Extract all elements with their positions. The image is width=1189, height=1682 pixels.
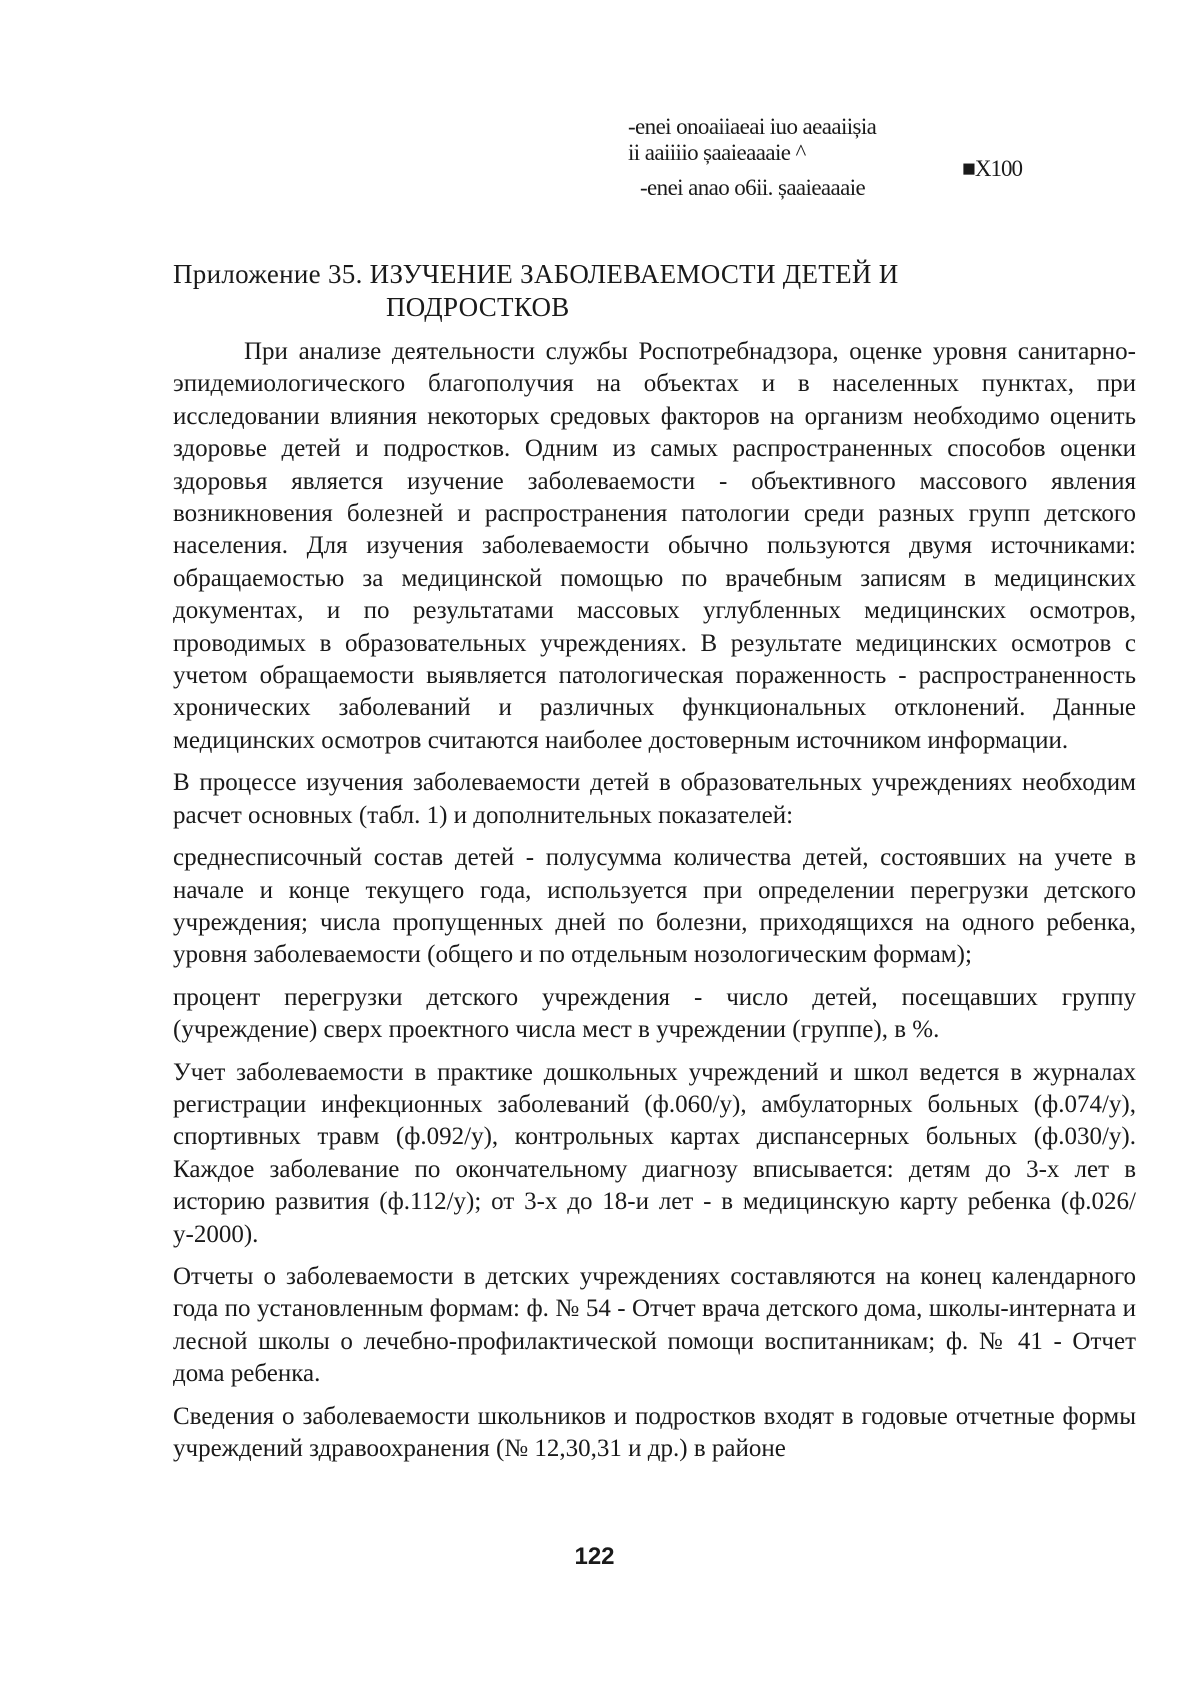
formula-block [0, 0, 1189, 210]
paragraph-overload-percent: процент перегрузки детского учреждения - число детей, посещавших группу (учреждение) сверх проектного числа мест в учреждении (группе), в %. [173, 983, 1136, 1044]
body-text [173, 336, 1136, 1475]
page-number: 122 [574, 1543, 615, 1570]
paragraph-intro: При анализе деятельности службы Роспотребнадзора, оценке уровня санитарно-эпидемиологического благополучия на объектах и в населенных пунктах, при исследовании влияния некоторых средовых факторов на организм необходимо оценить здоровье детей и подростков. Одним из самых распространенных способов оценки здоровья является изучение заболеваемости - объективного массового явления возникновения болезней и распространения патологии среди разных групп детского населения. Для изучения заболеваемости обычно пользуются двумя источниками: обращаемостью за медицинской помощью по врачебным записям в медицинских документах, и по результатами массовых углубленных медицинских осмотров, проводимых в образовательных учреждениях. В результате медицинских осмотров с учетом обращаемости выявляется патологическая пораженность - распространенность хронических заболеваний и различных функциональных отклонений. Данные медицинских осмотров считаются наиболее достоверным источником информации. [173, 338, 1136, 754]
paragraph-average-composition: среднесписочный состав детей - полусумма количества детей, состоявших на учете в начале и конце текущего года, используется при определении перегрузки детского учреждения; числа пропущенных дней по болезни, приходящихся на одного ребенка, уровня заболеваемости (общего и по отдельным нозологическим формам); [173, 844, 1136, 969]
paragraph-statistics: Сведения о заболеваемости школьников и подростков входят в годовые отчетные формы учреждений здравоохранения (№ 12,30,31 и др.) в районе [173, 1402, 1136, 1462]
appendix-heading [173, 258, 1073, 324]
formula-numerator-line2: ii aaiiiio șaaieaaaie ^ [628, 140, 806, 165]
formula-numerator-line1: -enei onoaiiaeai iuo aeaaiișia [628, 114, 877, 139]
paragraph-indicators: В процессе изучения заболеваемости детей в образовательных учреждениях необходим расчет основных (табл. 1) и дополнительных показателей: [173, 769, 1136, 829]
appendix-heading-line2: ПОДРОСТКОВ [386, 292, 570, 322]
formula-multiplier: ■X100 [962, 156, 1023, 181]
paragraph-reports: Отчеты о заболеваемости в детских учреждениях составляются на конец календарного года по установленным формам: ф. № 54 - Отчет врача детского дома, школы-интерната и лесной школы о лечебно-профилактической помощи воспитанникам; ф. № 41 - Отчет дома ребенка. [173, 1262, 1136, 1388]
formula-fraction-rule [630, 166, 930, 167]
paragraph-registration: Учет заболеваемости в практике дошкольных учреждений и школ ведется в журналах регистрации инфекционных заболеваний (ф.060/у), амбулаторных больных (ф.074/у), спортивных травм (ф.092/у), контрольных картах диспансерных больных (ф.030/у). Каждое заболевание по окончательному диагнозу вписывается: детям до 3-х лет в историю развития (ф.112/у); от 3-х до 18-и лет - в медицинскую карту ребенка (ф.026/у-2000). [173, 1058, 1136, 1248]
appendix-heading-line1: Приложение 35. ИЗУЧЕНИЕ ЗАБОЛЕВАЕМОСТИ ДЕТЕЙ И [173, 259, 899, 289]
formula-denominator: -enei anao o6ii. șaaieaaaie [640, 175, 866, 200]
